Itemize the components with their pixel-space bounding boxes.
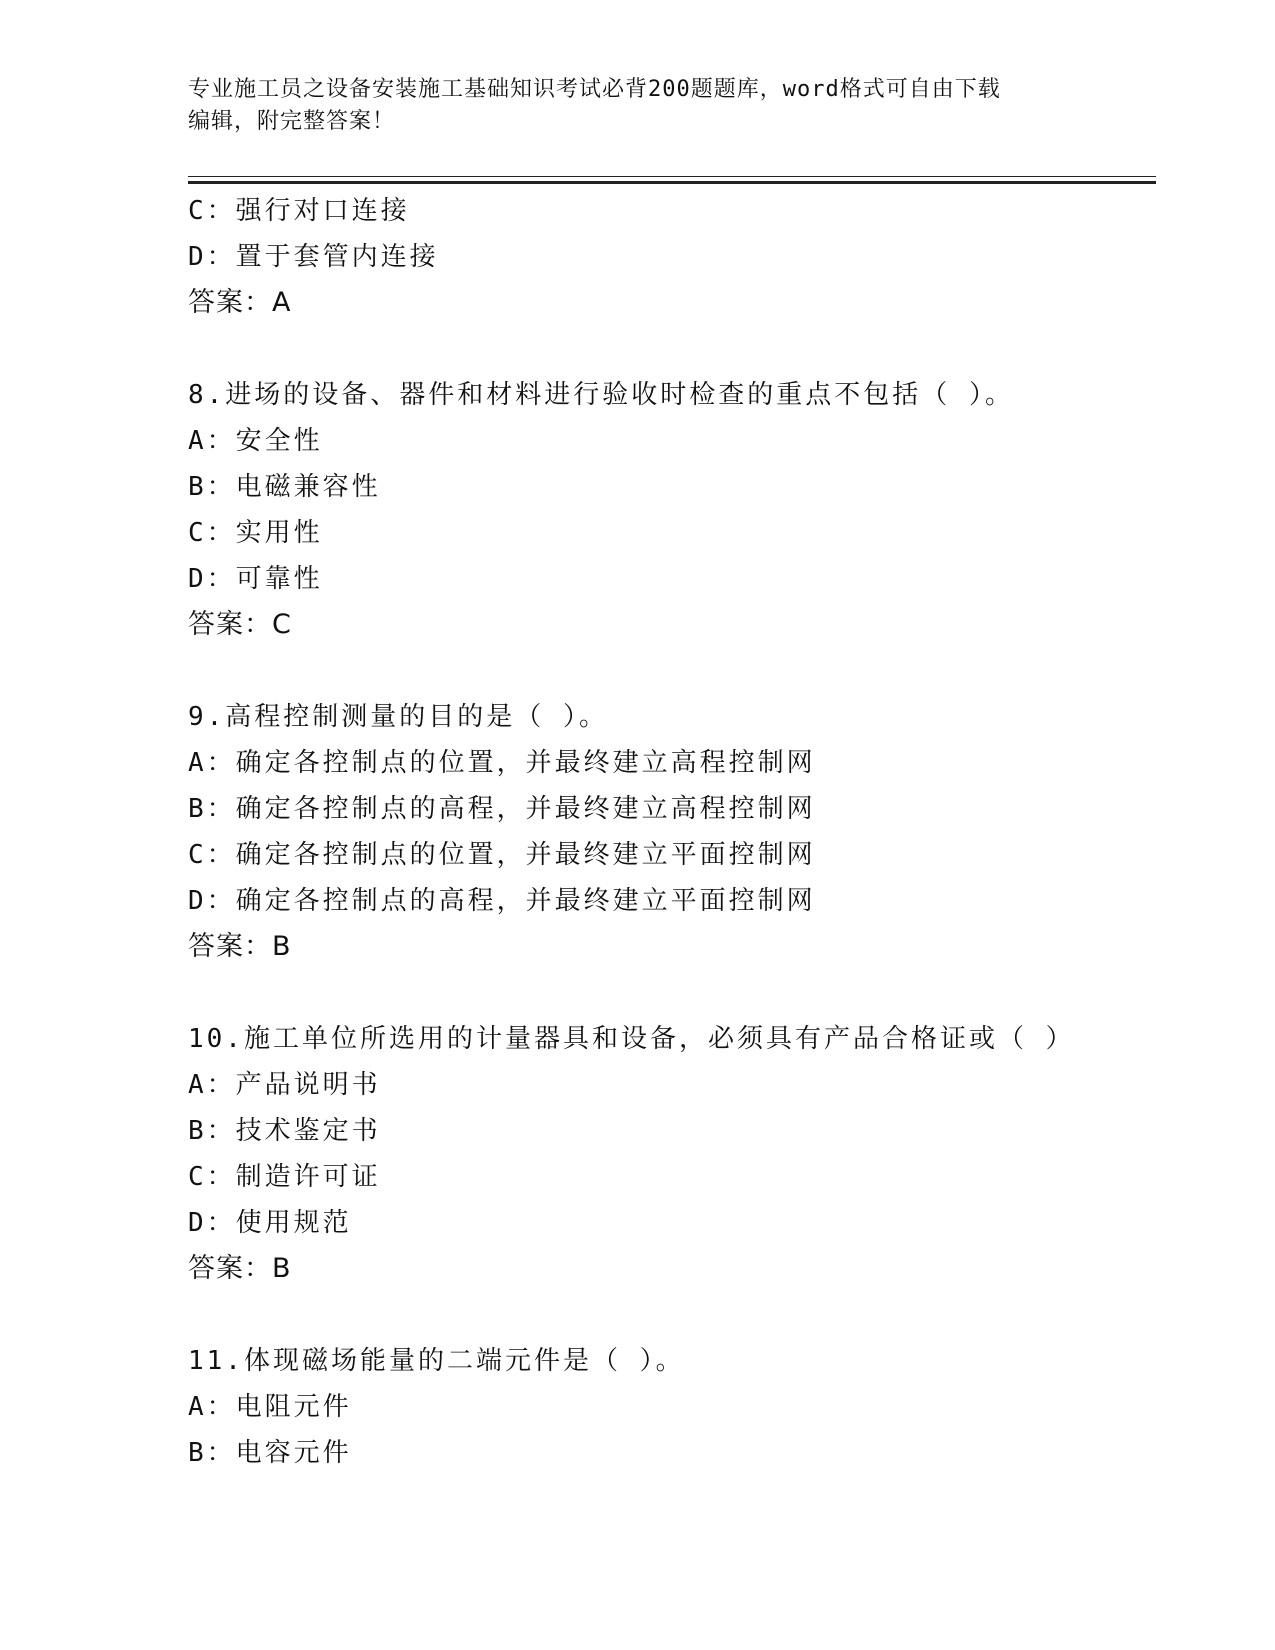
option-a: A：产品说明书 (188, 1070, 381, 1100)
option-b: B：电容元件 (188, 1438, 352, 1468)
option-a: A：确定各控制点的位置，并最终建立高程控制网 (188, 748, 816, 778)
option-d: D：置于套管内连接 (188, 242, 439, 272)
option-d: D：确定各控制点的高程，并最终建立平面控制网 (188, 886, 816, 916)
question-block-9 (188, 694, 1148, 970)
question-block-8 (188, 372, 1148, 648)
option-b: B：技术鉴定书 (188, 1116, 381, 1146)
header-divider-thin (188, 176, 1156, 177)
question-list (188, 188, 1148, 1476)
option-a: A：电阻元件 (188, 1392, 352, 1422)
option-c: C：确定各控制点的位置，并最终建立平面控制网 (188, 840, 816, 870)
spacer (188, 1292, 1148, 1338)
question-block-7 (188, 188, 1148, 326)
header-title-line-2: 编辑，附完整答案！ (188, 109, 396, 134)
answer-line: 答案：C (188, 609, 292, 640)
answer-line: 答案：B (188, 931, 292, 962)
option-d: D：可靠性 (188, 564, 323, 594)
question-stem: 11.体现磁场能量的二端元件是（ ）。 (188, 1346, 685, 1376)
header-divider-thick (188, 181, 1156, 184)
document-header (188, 74, 1088, 138)
answer-line: 答案：A (188, 287, 292, 318)
answer-line: 答案：B (188, 1253, 292, 1284)
option-b: B：确定各控制点的高程，并最终建立高程控制网 (188, 794, 816, 824)
spacer (188, 326, 1148, 372)
question-stem: 9.高程控制测量的目的是（ ）。 (188, 702, 608, 732)
option-d: D：使用规范 (188, 1208, 352, 1238)
option-a: A：安全性 (188, 426, 323, 456)
spacer (188, 648, 1148, 694)
question-stem: 10.施工单位所选用的计量器具和设备，必须具有产品合格证或（ ） (188, 1024, 1075, 1054)
option-c: C：制造许可证 (188, 1162, 381, 1192)
question-stem: 8.进场的设备、器件和材料进行验收时检查的重点不包括（ ）。 (188, 380, 1014, 410)
question-block-11 (188, 1338, 1148, 1476)
spacer (188, 970, 1148, 1016)
header-title-line-1: 专业施工员之设备安装施工基础知识考试必背200题题库，word格式可自由下载 (188, 77, 1001, 102)
option-b: B：电磁兼容性 (188, 472, 381, 502)
question-block-10 (188, 1016, 1148, 1292)
option-c: C：强行对口连接 (188, 196, 410, 226)
option-c: C：实用性 (188, 518, 323, 548)
